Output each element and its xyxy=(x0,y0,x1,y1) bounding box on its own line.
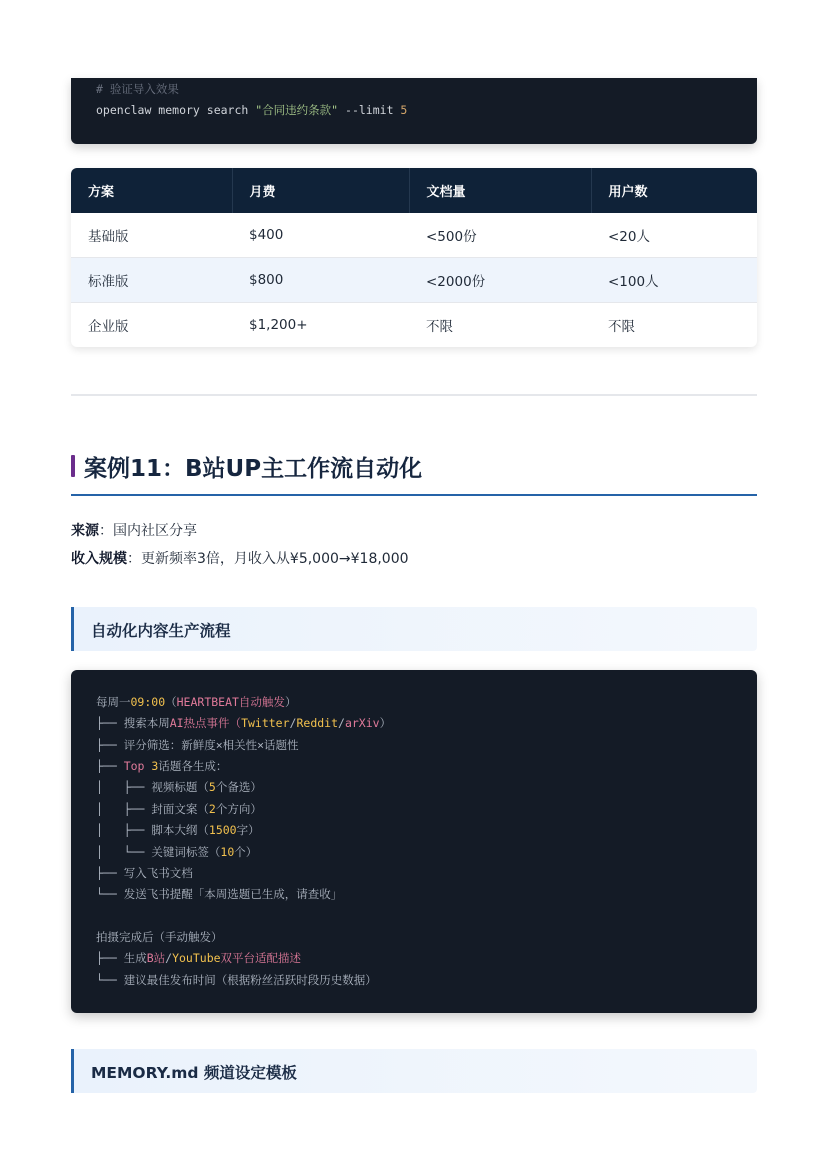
table-cell: $400 xyxy=(232,213,409,258)
table-cell: 企业版 xyxy=(88,318,129,335)
code-line: ├── 搜索本周AI热点事件（Twitter/Reddit/arXiv） xyxy=(96,716,392,730)
heading-accent-bar xyxy=(71,455,75,477)
table-row xyxy=(71,258,757,303)
table-header: 用户数 xyxy=(591,168,757,213)
code-line: │ ├── 封面文案（2个方向） xyxy=(96,802,262,816)
source-line xyxy=(71,520,197,540)
table-row xyxy=(71,302,757,347)
code-line: 拍摄完成后（手动触发） xyxy=(96,930,223,944)
source-label: 来源 xyxy=(71,523,99,539)
code-comment: # 验证导入效果 xyxy=(96,82,179,96)
code-command: openclaw memory search "合同违约条款" --limit 5 xyxy=(96,103,408,117)
table-cell: <20人 xyxy=(591,213,757,258)
table-cell: 标准版 xyxy=(71,258,232,303)
section-divider xyxy=(71,394,757,396)
table-header: 文档量 xyxy=(409,168,591,213)
income-line xyxy=(71,548,409,568)
code-line: │ └── 关键词标签（10个） xyxy=(96,845,258,859)
table-cell: $1,200+ xyxy=(249,316,308,333)
section-heading xyxy=(71,450,757,496)
table-cell: <2000份 xyxy=(409,258,591,303)
code-line: ├── 评分筛选：新鲜度×相关性×话题性 xyxy=(96,738,299,752)
subheading-workflow xyxy=(71,607,757,651)
section-title: 案例11：B站UP主工作流自动化 xyxy=(84,456,423,482)
table-header: 月费 xyxy=(232,168,409,213)
code-line: ├── 生成B站/YouTube双平台适配描述 xyxy=(96,951,302,965)
table-cell: 不限 xyxy=(608,318,635,335)
table-cell: <500份 xyxy=(409,213,591,258)
code-line: ├── 写入飞书文档 xyxy=(96,866,193,880)
income-value: ：更新频率3倍，月收入从¥5,000→¥18,000 xyxy=(127,551,409,567)
income-label: 收入规模 xyxy=(71,551,127,567)
table-header: 方案 xyxy=(71,168,232,213)
code-line: ├── Top 3话题各生成： xyxy=(96,759,228,773)
code-line: │ ├── 脚本大纲（1500字） xyxy=(96,823,260,837)
subheading-memory-template xyxy=(71,1049,757,1093)
subheading-text: MEMORY.md 频道设定模板 xyxy=(91,1064,297,1082)
subheading-text: 自动化内容生产流程 xyxy=(91,622,231,640)
code-line: └── 建议最佳发布时间（根据粉丝活跃时段历史数据） xyxy=(96,973,377,987)
table-cell: 基础版 xyxy=(71,213,232,258)
source-value: ：国内社区分享 xyxy=(99,523,197,539)
code-block-workflow xyxy=(71,670,757,1013)
code-line: └── 发送飞书提醒「本周选题已生成，请查收」 xyxy=(96,887,343,901)
pricing-table xyxy=(71,168,757,347)
table-cell: 不限 xyxy=(426,318,453,335)
code-line: │ ├── 视频标题（5个备选） xyxy=(96,780,262,794)
code-block-memory-search xyxy=(71,78,757,144)
table-row xyxy=(71,213,757,258)
code-line: 每周一09:00（HEARTBEAT自动触发） xyxy=(96,695,297,709)
table-cell: $800 xyxy=(232,258,409,303)
table-header-row xyxy=(71,168,757,213)
table-cell: <100人 xyxy=(591,258,757,303)
